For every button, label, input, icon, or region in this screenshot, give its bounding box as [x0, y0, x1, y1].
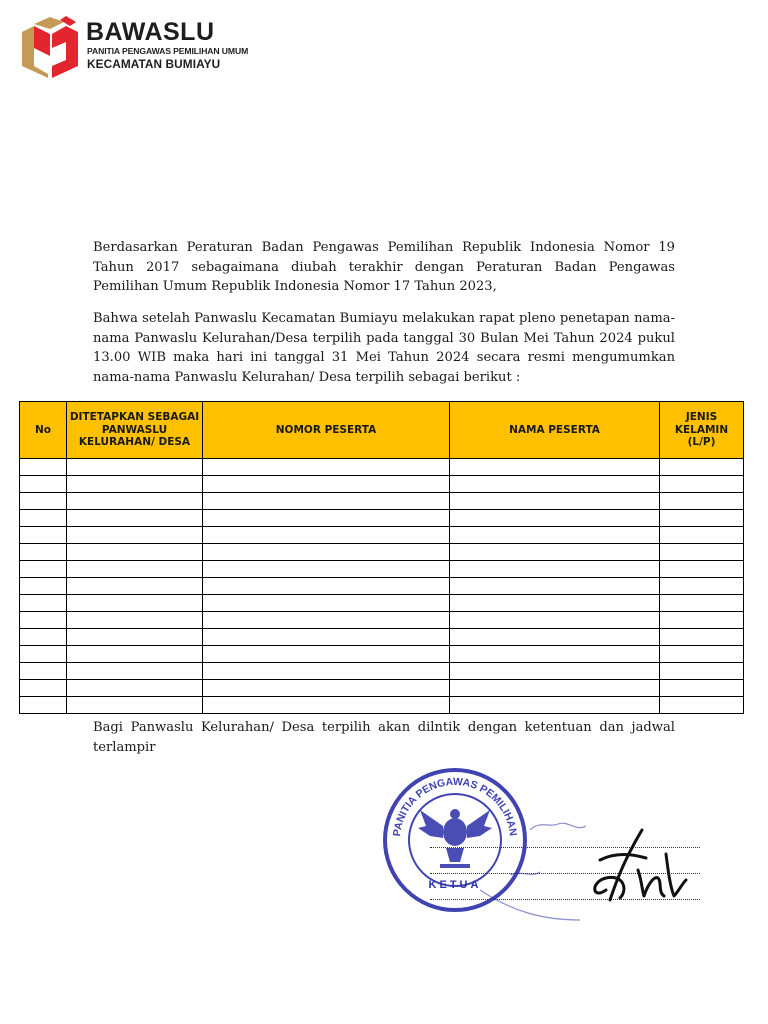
table-cell [67, 663, 203, 680]
table-cell [660, 646, 744, 663]
table-cell [450, 663, 660, 680]
table-row [20, 663, 744, 680]
table-cell [20, 629, 67, 646]
table-row [20, 476, 744, 493]
table-cell [660, 612, 744, 629]
table-row [20, 646, 744, 663]
table-cell [660, 510, 744, 527]
table-cell [450, 646, 660, 663]
table-row [20, 527, 744, 544]
table-cell [20, 510, 67, 527]
table-cell [67, 561, 203, 578]
column-header-jenis-kelamin: JENIS KELAMIN (L/P) [660, 402, 744, 459]
table-cell [450, 595, 660, 612]
table-cell [20, 663, 67, 680]
table-cell [203, 612, 450, 629]
table-cell [67, 595, 203, 612]
table-cell [20, 612, 67, 629]
table-cell [203, 629, 450, 646]
table-cell [20, 697, 67, 714]
brand-subtitle-line2: KECAMATAN BUMIAYU [87, 57, 221, 71]
table-cell [450, 510, 660, 527]
table-cell [660, 459, 744, 476]
table-cell [660, 680, 744, 697]
table-cell [450, 680, 660, 697]
table-cell [203, 663, 450, 680]
table-cell [660, 561, 744, 578]
table-row [20, 680, 744, 697]
table-cell [203, 527, 450, 544]
table-cell [67, 680, 203, 697]
table-cell [660, 476, 744, 493]
table-cell [203, 476, 450, 493]
table-row [20, 561, 744, 578]
elected-members-table [19, 401, 744, 714]
table-cell [20, 459, 67, 476]
table-cell [450, 459, 660, 476]
svg-text:PANITIA PENGAWAS PEMILIHAN UMU: PANITIA PENGAWAS PEMILIHAN UMUM KECAMATAN BUMIAYU [375, 761, 520, 840]
table-cell [660, 595, 744, 612]
table-cell [450, 561, 660, 578]
table-row [20, 629, 744, 646]
official-stamp-icon [375, 761, 710, 930]
intro-paragraph: Berdasarkan Peraturan Badan Pengawas Pemilihan Republik Indonesia Nomor 19 Tahun 2017 sebagaimana diubah terakhir dengan Peraturan Badan Pengawas Pemilihan Umum Republik Indonesia Nomor 17 Tahun 2023, [93, 240, 675, 294]
table-cell [450, 476, 660, 493]
table-cell [67, 459, 203, 476]
table-cell [203, 697, 450, 714]
table-cell [450, 578, 660, 595]
table-cell [20, 527, 67, 544]
table-cell [450, 697, 660, 714]
table-cell [660, 629, 744, 646]
table-row [20, 493, 744, 510]
table-cell [203, 680, 450, 697]
table-cell [20, 680, 67, 697]
table-cell [660, 527, 744, 544]
bawaslu-logo [20, 16, 260, 80]
table-header-row [20, 402, 744, 459]
brand-subtitle-line1: PANITIA PENGAWAS PEMILIHAN UMUM [87, 46, 249, 56]
table-cell [67, 510, 203, 527]
table-row [20, 544, 744, 561]
table-cell [450, 612, 660, 629]
column-header-ditetapkan: DITETAPKAN SEBAGAI PANWASLU KELURAHAN/ DESA [67, 402, 203, 459]
table-cell [203, 544, 450, 561]
table-cell [67, 612, 203, 629]
closing-paragraph: Bagi Panwaslu Kelurahan/ Desa terpilih akan dilntik dengan ketentuan dan jadwal terlampir [93, 720, 675, 755]
table-cell [67, 476, 203, 493]
table-cell [67, 527, 203, 544]
table-cell [450, 493, 660, 510]
table-cell [67, 578, 203, 595]
table-cell [20, 561, 67, 578]
table-cell [20, 476, 67, 493]
column-header-no: No [20, 402, 67, 459]
svg-text:KETUA: KETUA [428, 879, 482, 891]
table-cell [20, 595, 67, 612]
table-cell [203, 646, 450, 663]
table-body [20, 459, 744, 714]
table-cell [203, 561, 450, 578]
table-cell [67, 646, 203, 663]
table-cell [203, 459, 450, 476]
bawaslu-emblem-icon [20, 16, 80, 78]
signature-block [375, 761, 710, 930]
table-cell [450, 629, 660, 646]
table-row [20, 697, 744, 714]
table-cell [67, 544, 203, 561]
table-cell [450, 527, 660, 544]
table-cell [660, 544, 744, 561]
table-cell [20, 646, 67, 663]
table-cell [203, 510, 450, 527]
table-cell [660, 697, 744, 714]
table-row [20, 459, 744, 476]
announcement-paragraph: Bahwa setelah Panwaslu Kecamatan Bumiayu melakukan rapat pleno penetapan nama-nama Panwaslu Kelurahan/Desa terpilih pada tanggal 30 Bulan Mei Tahun 2024 pukul 13.00 WIB maka hari ini tanggal 31 Mei Tahun 2024 secara resmi mengumumkan nama-nama Panwaslu Kelurahan/ Desa terpilih sebagai berikut : [93, 311, 675, 385]
column-header-nama-peserta: NAMA PESERTA [450, 402, 660, 459]
table-cell [450, 544, 660, 561]
brand-title: BAWASLU [86, 18, 215, 46]
table-cell [20, 493, 67, 510]
table-cell [660, 578, 744, 595]
table-cell [203, 578, 450, 595]
table-row [20, 612, 744, 629]
table-cell [67, 697, 203, 714]
table-cell [203, 595, 450, 612]
column-header-nomor-peserta: NOMOR PESERTA [203, 402, 450, 459]
table-row [20, 595, 744, 612]
table-cell [67, 629, 203, 646]
table-cell [20, 544, 67, 561]
table-cell [660, 493, 744, 510]
table-cell [67, 493, 203, 510]
table-cell [203, 493, 450, 510]
table-cell [20, 578, 67, 595]
table-row [20, 510, 744, 527]
table-cell [660, 663, 744, 680]
table-row [20, 578, 744, 595]
